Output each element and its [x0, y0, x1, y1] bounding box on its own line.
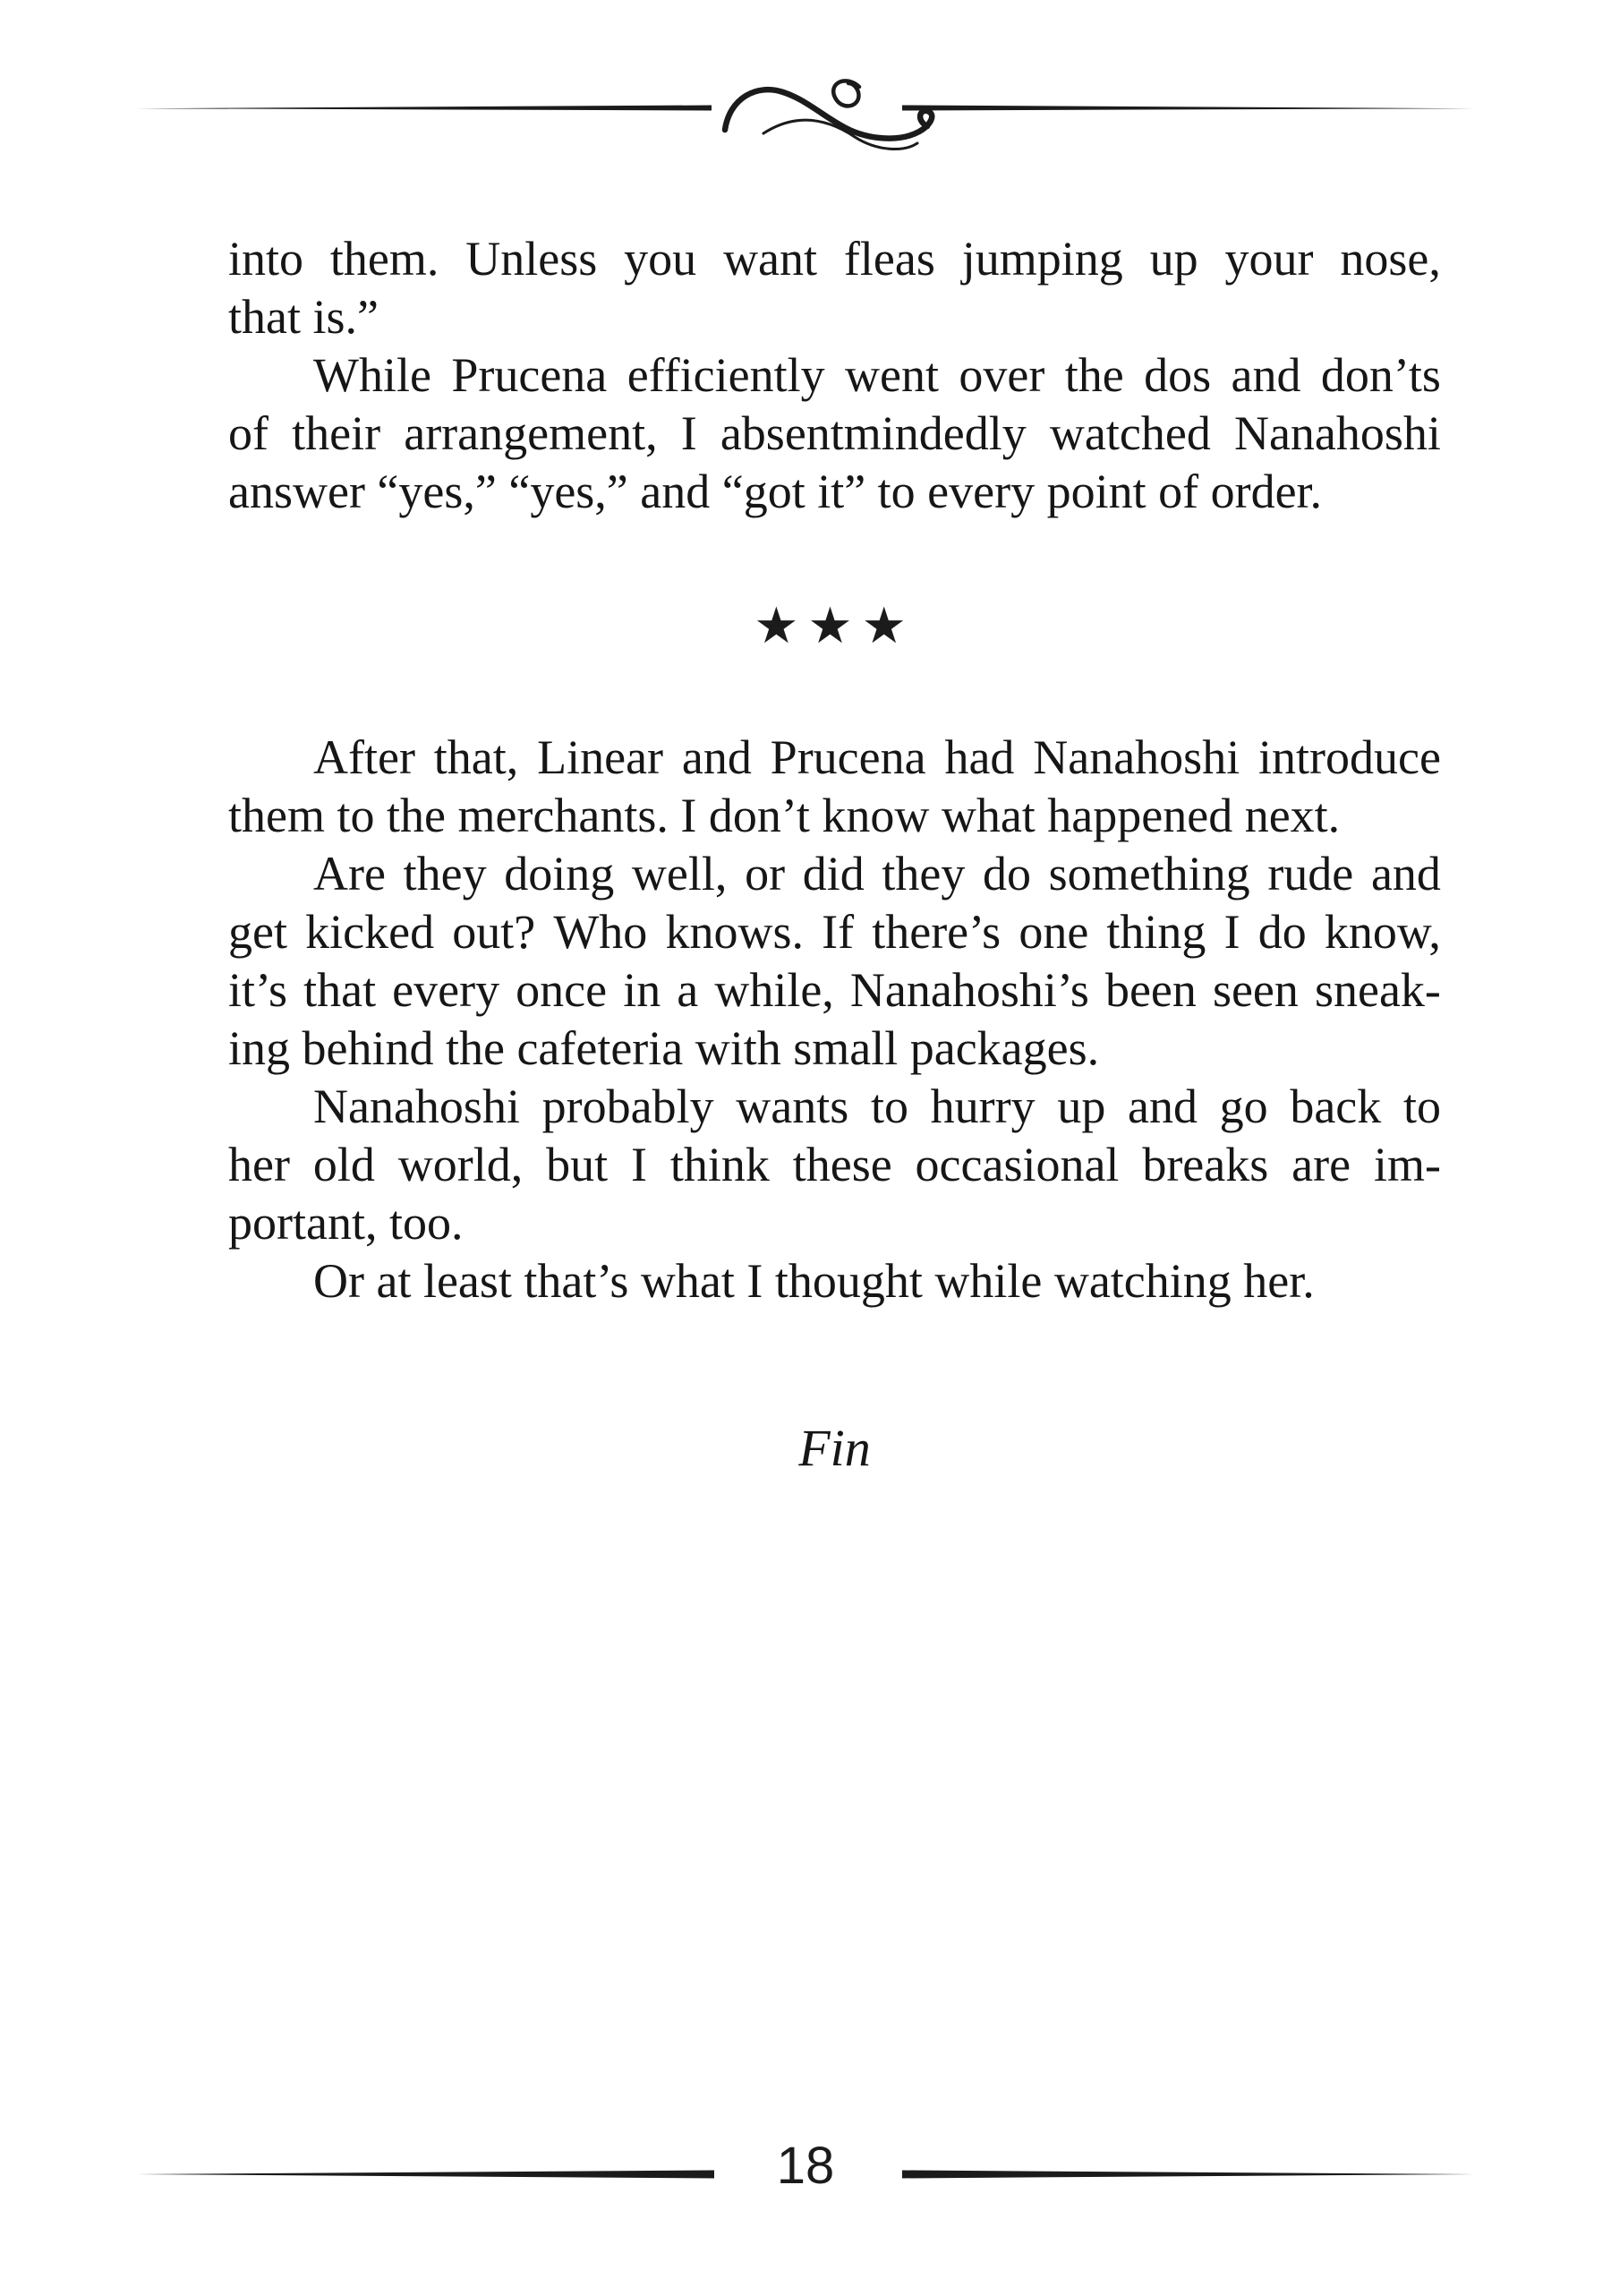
text-line: portant, too. [228, 1196, 464, 1250]
header-rule-left [137, 106, 712, 111]
text-line: Or at least that’s what I thought while watching her. [313, 1254, 1315, 1308]
text-line: them to the merchants. I don’t know what happened next. [228, 789, 1341, 842]
header-rule-ornament [134, 54, 1477, 170]
scene-break-stars-icon: ★★★ [754, 599, 916, 654]
text-line: Nanahoshi probably wants to hurry up and go back to [313, 1080, 1441, 1133]
text-line: that is.” [228, 290, 379, 344]
text-line: answer “yes,” “yes,” and “got it” to every point of order. [228, 465, 1323, 518]
ending-fin-label: Fin [798, 1419, 871, 1477]
header-rule-right [902, 106, 1474, 111]
text-line: her old world, but I think these occasional breaks are im- [228, 1138, 1441, 1191]
flourish-ornament-icon [725, 81, 932, 149]
text-line: ing behind the cafeteria with small packages. [228, 1021, 1100, 1075]
text-section-2 [228, 729, 1441, 1310]
text-line: After that, Linear and Prucena had Nanahoshi introduce [313, 730, 1441, 784]
text-line: Are they doing well, or did they do something rude and [313, 847, 1441, 900]
page-number: 18 [776, 2137, 835, 2195]
text-line: into them. Unless you want fleas jumping up your nose, [228, 232, 1441, 286]
text-line: While Prucena efficiently went over the dos and don’ts [313, 348, 1441, 402]
text-line: it’s that every once in a while, Nanahoshi’s been seen sneak- [228, 963, 1441, 1017]
text-section-1 [228, 230, 1441, 521]
text-line: get kicked out? Who knows. If there’s one thing I do know, [228, 905, 1441, 959]
text-line: of their arrangement, I absentmindedly watched Nanahoshi [228, 406, 1441, 460]
